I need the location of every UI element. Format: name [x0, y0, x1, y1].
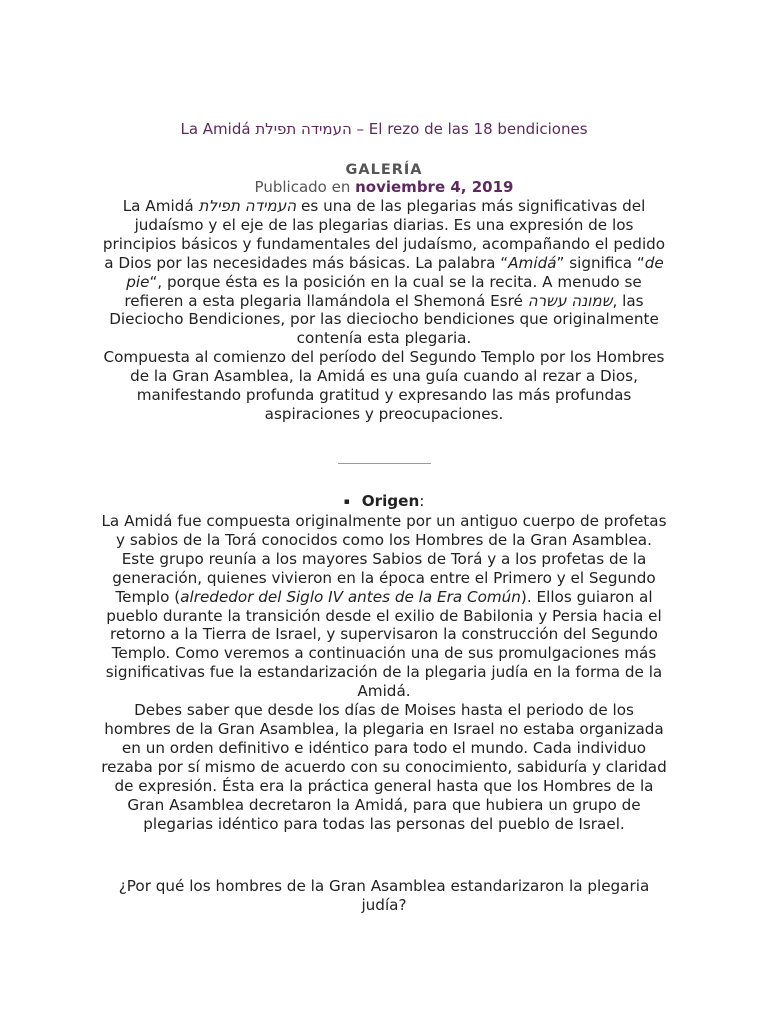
- page-title: La Amidá העמידה תפילת – El rezo de las 18 bendiciones: [180, 120, 588, 138]
- origin-heading-label: Origen: [361, 492, 420, 510]
- de-pie-term: de pie: [126, 253, 664, 291]
- era-italic: alrededor del Siglo IV antes de la Era Común: [180, 587, 521, 606]
- published-line: [100, 178, 668, 197]
- bullet-icon: ▪: [343, 497, 350, 507]
- intro-paragraph-1: La Amidá העמידה תפילת es una de las plegarias más significativas del judaísmo y el eje de las plegarias diarias. Es una expresión de los principios básicos y fundamentales del judaísmo, acompañando el pedido a Dios por las necesidades más básicas. La palabra “Amidá” significa “de pie“, porque ésta es la posición en la cual se la recita. A menudo se refieren a esta plegaria llamándola el Shemoná Esré שמונה עשרה, las Dieciocho Bendiciones, por las dieciocho bendiciones que originalmente contenía esta plegaria.: [102, 197, 666, 348]
- hebrew-term: העמידה תפילת: [198, 197, 297, 215]
- origin-heading: ▪ Origen:: [343, 492, 425, 510]
- published-prefix: Publicado en: [254, 178, 356, 196]
- origin-section: [100, 512, 668, 833]
- intro-section: [100, 197, 668, 424]
- section-divider: [338, 463, 431, 464]
- amida-term: Amidá: [508, 253, 557, 272]
- question-paragraph: ¿Por qué los hombres de la Gran Asamblea estandarizaron la plegaria judía?: [118, 877, 650, 914]
- origin-paragraph-2: Debes saber que desde los días de Moises hasta el periodo de los hombres de la Gran Asamblea, la plegaria en Israel no estaba organizada en un orden definitivo e idéntico para todo el mundo. Cada individuo rezaba por sí mismo de acuerdo con su conocimiento, sabiduría y claridad de expresión. Ésta era la práctica general hasta que los Hombres de la Gran Asamblea decretaron la Amidá, para que hubiera un grupo de plegarias idéntico para todas las personas del pueblo de Israel.: [101, 701, 667, 833]
- hebrew-term-2: שמונה עשרה: [527, 291, 613, 310]
- origin-paragraph-1: La Amidá fue compuesta originalmente por un antiguo cuerpo de profetas y sabios de la Torá conocidos como los Hombres de la Gran Asamblea. Este grupo reunía a los mayores Sabios de Torá y a los profetas de la generación, quienes vivieron en la época entre el Primero y el Segundo Templo (alrededor del Siglo IV antes de la Era Común). Ellos guiaron al pueblo durante la transición desde el exilio de Babilonia y Persia hacia el retorno a la Tierra de Israel, y supervisaron la construcción del Segundo Templo. Como veremos a continuación una de sus promulgaciones más significativas fue la estandarización de la plegaria judía en la forma de la Amidá.: [101, 512, 667, 701]
- published-date: noviembre 4, 2019: [355, 178, 514, 196]
- intro-paragraph-2: Compuesta al comienzo del período del Segundo Templo por los Hombres de la Gran Asamblea, la Amidá es una guía cuando al rezar a Dios, manifestando profunda gratitud y expresando las más profundas aspiraciones y preocupaciones.: [103, 348, 665, 423]
- category-label: GALERÍA: [345, 162, 423, 178]
